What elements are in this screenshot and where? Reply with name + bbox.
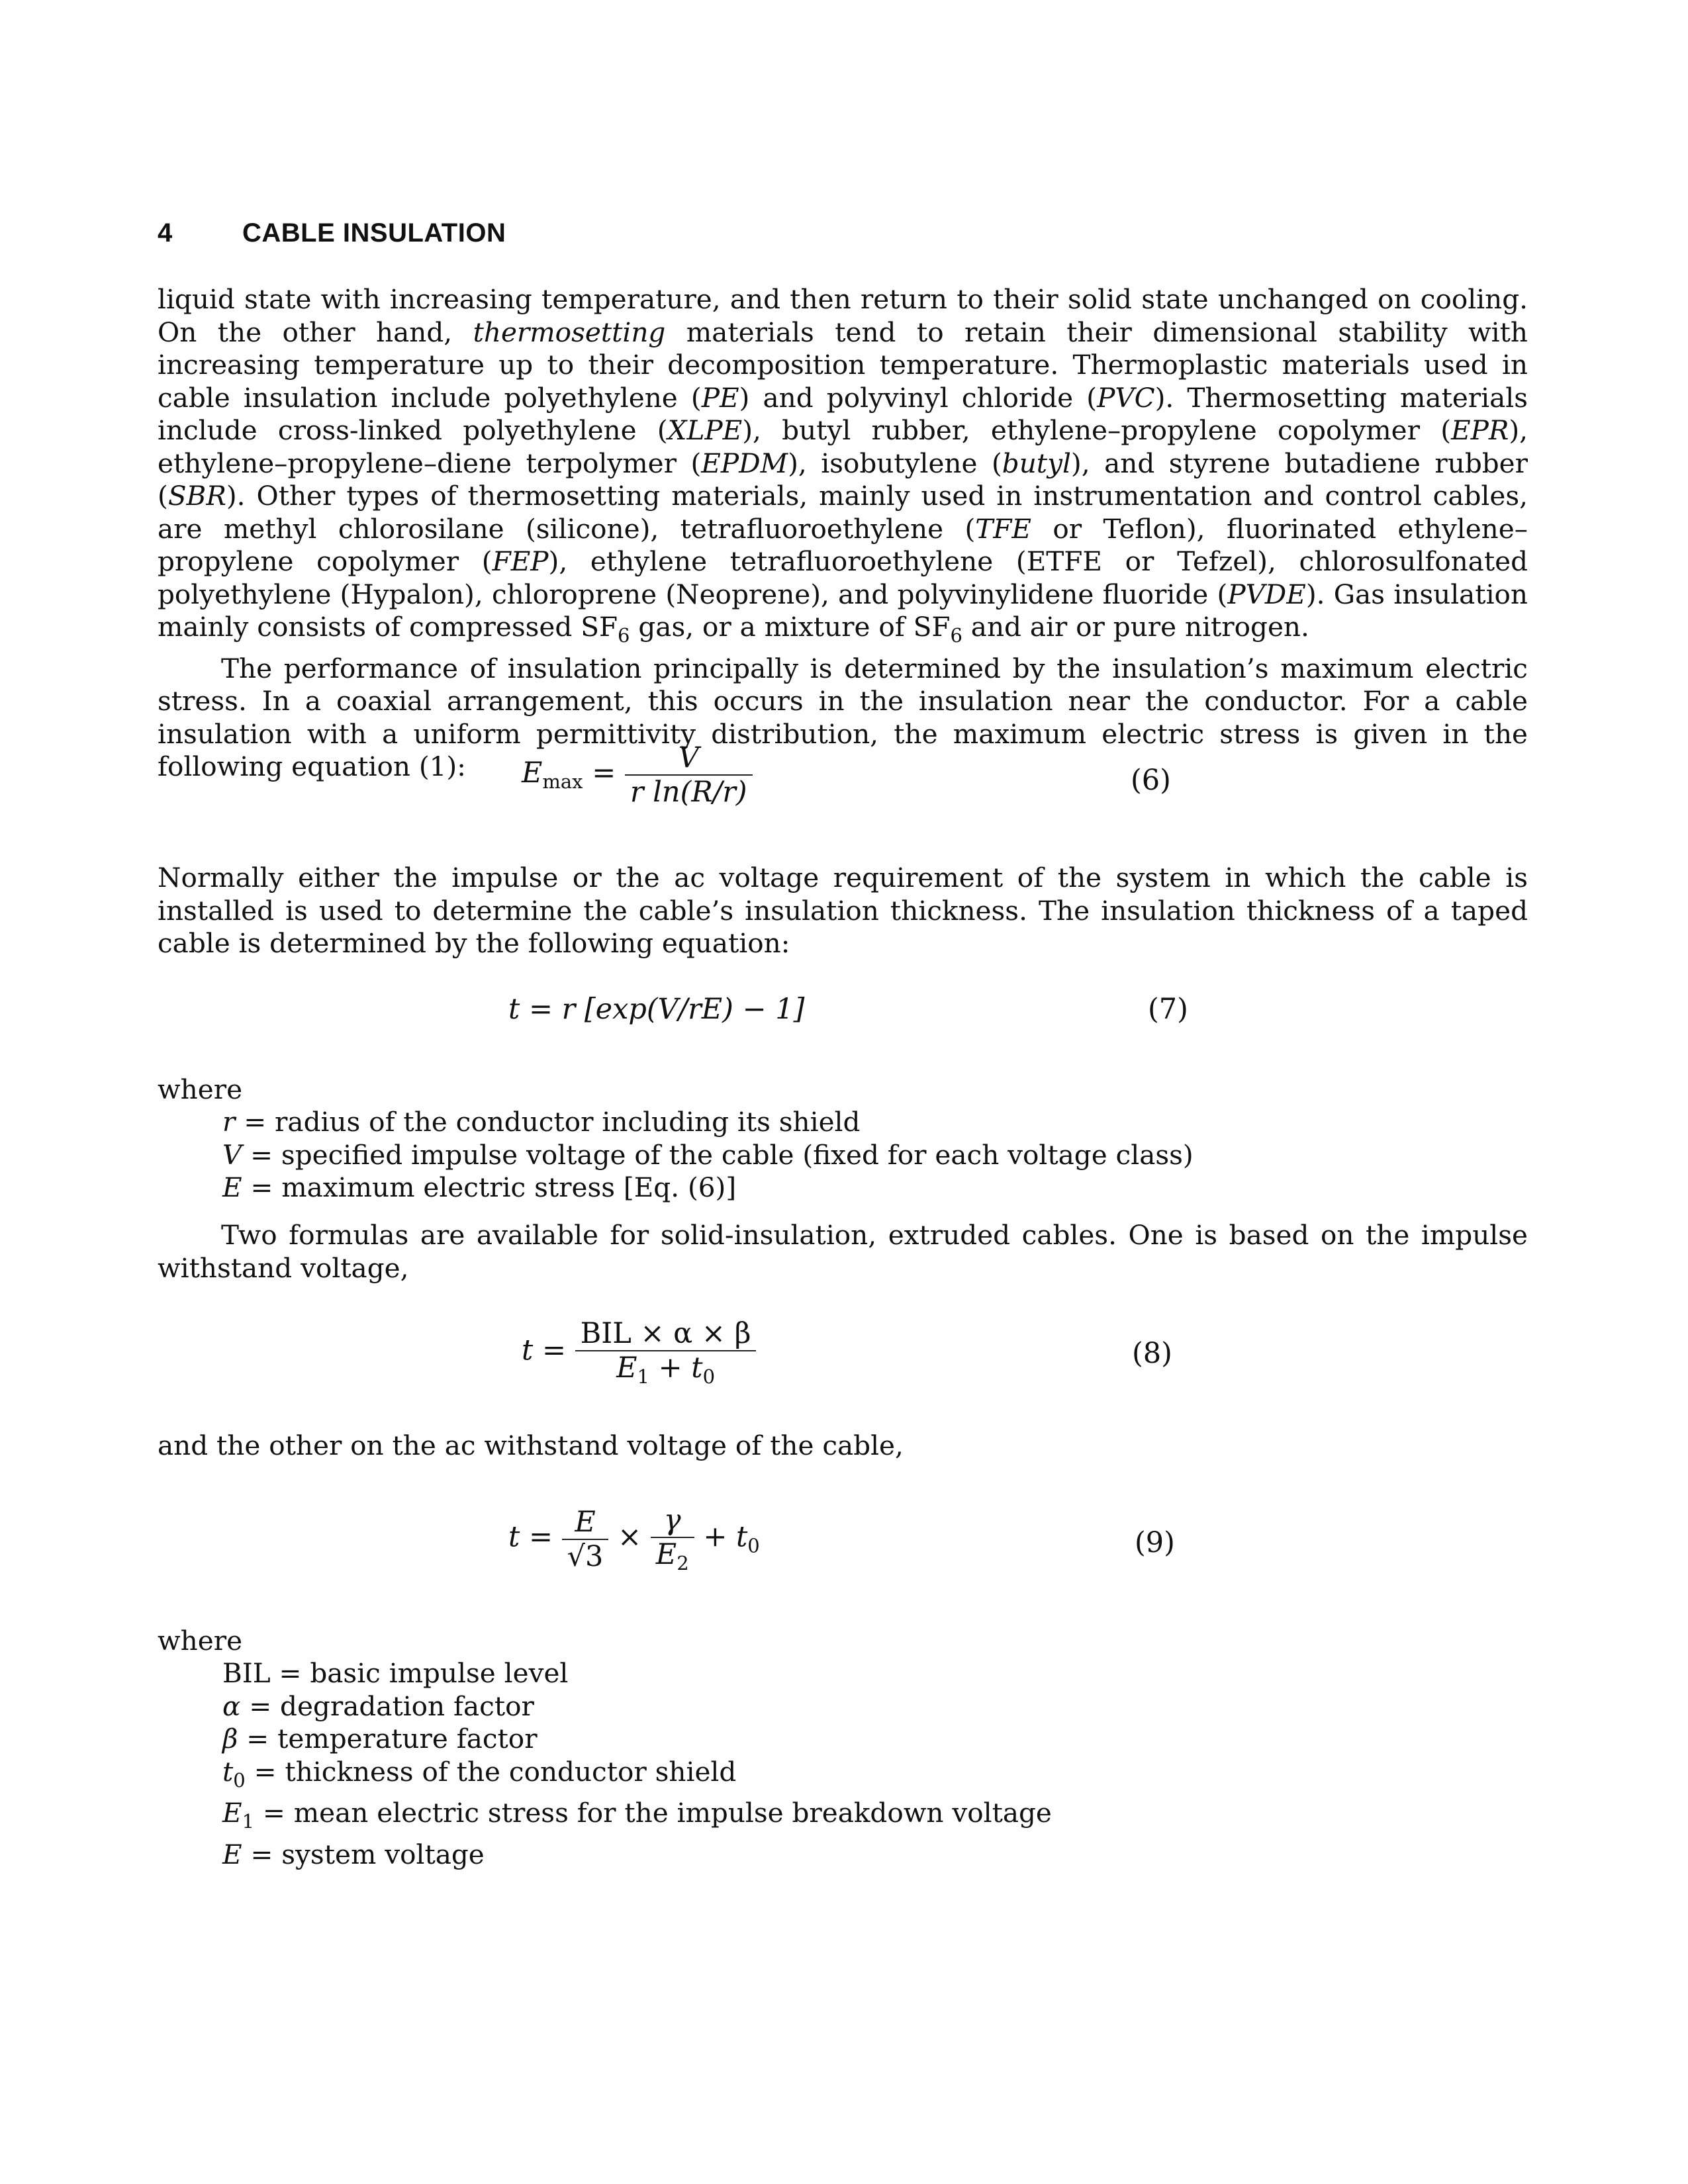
where-label: where (158, 1073, 243, 1105)
definition-list-2 (222, 1657, 1052, 1871)
fraction: $\frac{V}{\text{r ln(R/r)}}$ (625, 741, 753, 809)
definition-row: E = system voltage (222, 1838, 485, 1870)
paragraph-thickness: Normally either the impulse or the ac voltage requirement of the system in which the cable is installed is used to determine the cable’s insulation thickness. The insulation thickness of a taped cable is determined by the following equation: (158, 862, 1528, 959)
equation-number: (7) (1148, 993, 1188, 1026)
definition-row: α = degradation factor (222, 1690, 534, 1722)
equation-number: (9) (1135, 1526, 1175, 1559)
definition-row: β = temperature factor (222, 1723, 538, 1754)
paragraph-performance: The performance of insulation principally is determined by the insulation’s maximum electric stress. In a coaxial arrangement, this occurs in the insulation near the conductor. For a cable insulation with a uniform permittivity distribution, the maximum electric stress is given in the following equation (1): (158, 652, 1528, 782)
fraction: $\frac{E}{√3}$ (562, 1506, 609, 1573)
fraction: $\frac{\gamma}{E_2}$ (651, 1504, 694, 1574)
definition-row: BIL = basic impulse level (222, 1657, 569, 1689)
definition-row: E = maximum electric stress [Eq. (6)] (222, 1171, 737, 1203)
where-label: where (158, 1625, 243, 1657)
paragraph-materials: liquid state with increasing temperature, and then return to their solid state unchanged on cooling. On the other hand, thermosetting materials tend to retain their dimensional stability with increasing temperature up to their decomposition temperature. Thermoplastic materials used in cable insulation include polyethylene (PE) and polyvinyl chloride (PVC). Thermosetting materials include cross-linked polyethylene (XLPE), butyl rubber, ethylene–propylene copolymer (EPR), ethylene–propylene–diene terpolymer (EPDM), isobutylene (butyl), and styrene butadiene rubber (SBR). Other types of thermosetting materials, mainly used in instrumentation and control cables, are methyl chlorosilane (silicone), tetrafluoroethylene (TFE or Teflon), fluorinated ethylene–propylene copolymer (FEP), ethylene tetrafluoroethylene (ETFE or Tefzel), chlorosulfonated polyethylene (Hypalon), chloroprene (Neoprene), and polyvinylidene fluoride (PVDE). Gas insulation mainly consists of compressed $SF_6$ gas, or a mixture of $SF_6$ and air or pure nitrogen. (158, 283, 1528, 647)
paragraph-formulas: Two formulas are available for solid-insulation, extruded cables. One is based on the impulse withstand voltage, (158, 1219, 1528, 1284)
fraction: $\frac{\text{BIL × α × β}}{E_1 + t_0}$ (575, 1317, 757, 1388)
definition-row: $t_0$ = thickness of the conductor shield (222, 1755, 737, 1792)
definition-row: r = radius of the conductor including its shield (222, 1106, 861, 1138)
equation-number: (8) (1132, 1337, 1172, 1370)
page-number: 4 (158, 218, 173, 248)
running-head (158, 218, 506, 248)
definition-row: V = specified impulse voltage of the cable (fixed for each voltage class) (222, 1138, 1194, 1171)
paragraph-ac-withstand: and the other on the ac withstand voltage of the cable, (158, 1430, 904, 1461)
definition-list-1 (222, 1106, 1194, 1205)
body-text (158, 283, 1528, 784)
chapter-title: CABLE INSULATION (242, 218, 506, 248)
definition-row: $E_1$ = mean electric stress for the impulse breakdown voltage (222, 1797, 1052, 1833)
equation-number: (6) (1131, 764, 1171, 797)
